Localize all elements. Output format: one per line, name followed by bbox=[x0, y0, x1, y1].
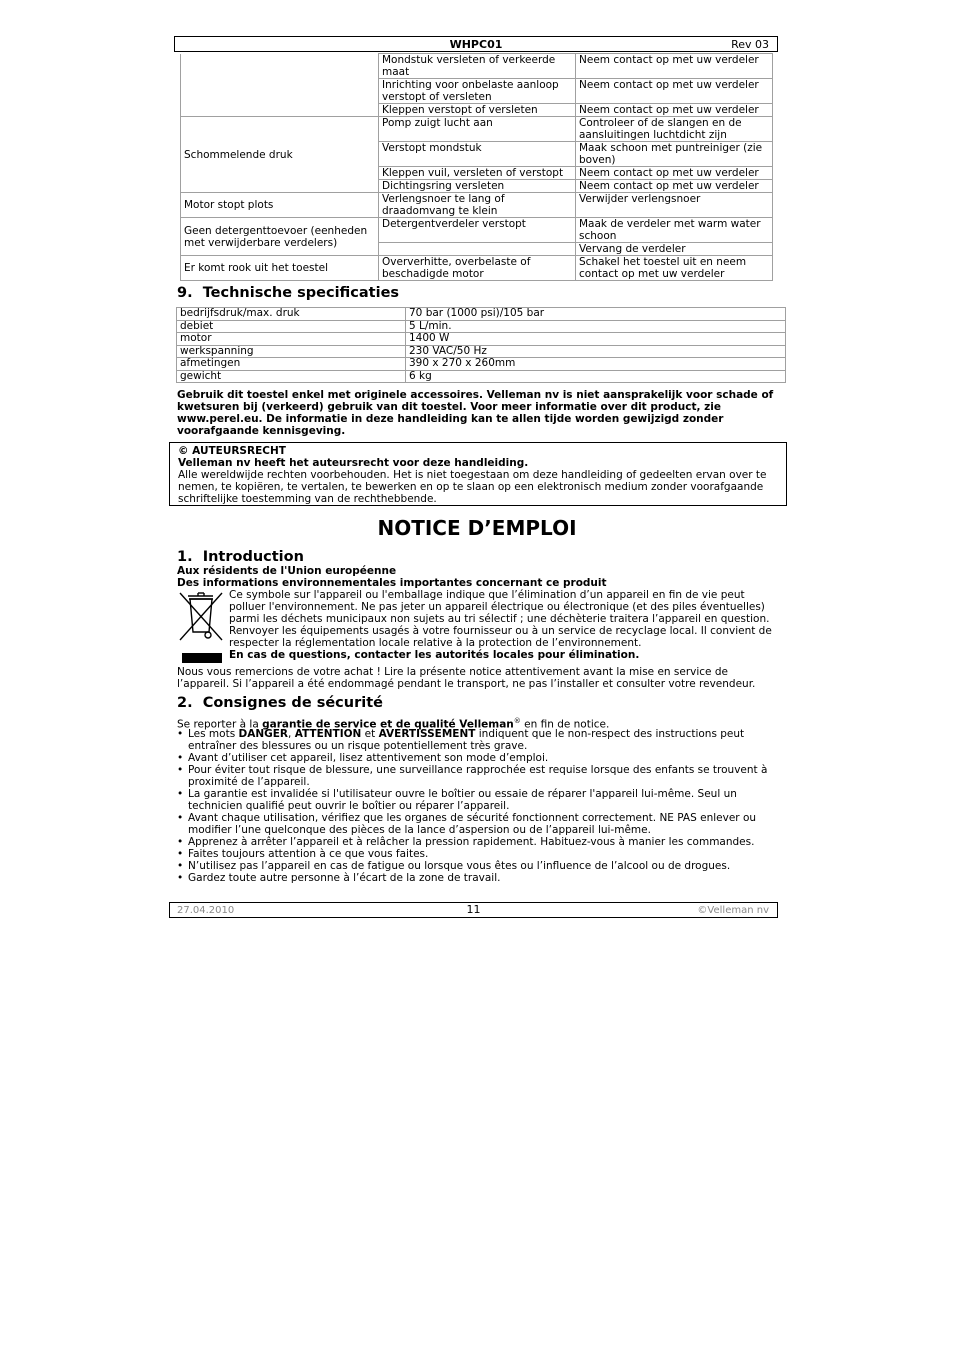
list-item: • Avant d’utiliser cet appareil, lisez attentivement son mode d’emploi. bbox=[177, 752, 777, 764]
list-item: • N’utilisez pas l’appareil en cas de fatigue ou lorsque vous êtes ou l’influence de l’alcool ou de drogues. bbox=[177, 860, 777, 872]
table-row bbox=[177, 320, 786, 333]
table-row bbox=[177, 333, 786, 346]
table-row bbox=[177, 345, 786, 358]
specs-table bbox=[176, 307, 786, 383]
list-item: • Faites toujours attention à ce que vous faites. bbox=[177, 848, 777, 860]
revision-label: Rev 03 bbox=[731, 38, 769, 51]
cause-cell: Pomp zuigt lucht aan bbox=[379, 117, 576, 142]
copyright-box bbox=[169, 442, 787, 506]
copyright-body: Alle wereldwijde rechten voorbehouden. Het is niet toegestaan om deze handleiding of gedeelten ervan over te nemen, te kopiëren, te vertalen, te bewerken en op te slaan op een elektronisch medium zonder voorafgaande schriftelijke toestemming van de rechthebbende. bbox=[178, 469, 767, 505]
cause-cell: Kleppen verstopt of versleten bbox=[379, 104, 576, 117]
problem-cell: Geen detergenttoevoer (eenheden met verwijderbare verdelers) bbox=[181, 218, 379, 256]
solution-cell: Verwijder verlengsnoer bbox=[576, 193, 773, 218]
cause-cell bbox=[379, 243, 576, 256]
problem-cell: Er komt rook uit het toestel bbox=[181, 256, 379, 281]
cause-cell: Oververhitte, overbelaste of beschadigde motor bbox=[379, 256, 576, 281]
bullet-sep: et bbox=[361, 728, 379, 740]
bullet-post: indiquent que le non-respect des instructions peut entraîner des blessures ou un risque potentiellement très grave. bbox=[188, 728, 745, 752]
weee-notice bbox=[229, 589, 777, 661]
list-item: • Apprenez à arrêter l’appareil et à relâcher la pression rapidement. Habituez-vous à manier les commandes. bbox=[177, 836, 777, 848]
spec-value: 6 kg bbox=[406, 370, 786, 383]
page-header bbox=[174, 36, 778, 52]
footer-copyright: ©Velleman nv bbox=[697, 905, 769, 916]
keyword-attention: ATTENTION bbox=[294, 728, 362, 740]
section-heading bbox=[177, 549, 304, 565]
solution-cell: Neem contact op met uw verdeler bbox=[576, 54, 773, 79]
list-item: • Avant chaque utilisation, vérifiez que les organes de sécurité fonctionnent correctement. NE PAS enlever ou modifier l’une quelconque des pièces de la lance d’aspersion ou de l’appareil lui-même. bbox=[177, 812, 777, 836]
bullet-sep: , bbox=[288, 728, 295, 740]
solution-cell: Neem contact op met uw verdeler bbox=[576, 104, 773, 117]
intro-eu-line: Aux résidents de l'Union européenne bbox=[177, 565, 397, 577]
table-row bbox=[177, 358, 786, 371]
registered-mark: ® bbox=[513, 717, 521, 725]
list-item bbox=[177, 728, 777, 752]
list-item: • Pour éviter tout risque de blessure, une surveillance rapprochée est requise lorsque des enfants se trouvent à proximité de l’appareil. bbox=[177, 764, 777, 788]
spec-key: gewicht bbox=[177, 370, 406, 383]
spec-value: 230 VAC/50 Hz bbox=[406, 345, 786, 358]
warranty-ref-post: en fin de notice. bbox=[520, 718, 610, 731]
document-title: NOTICE D’EMPLOI bbox=[377, 516, 577, 540]
warranty-ref-bold: garantie de service et de qualité Velleman bbox=[262, 718, 514, 731]
solution-cell: Neem contact op met uw verdeler bbox=[576, 167, 773, 180]
intro-env-line: Des informations environnementales importantes concernant ce produit bbox=[177, 577, 607, 589]
safety-heading: 2. Consignes de sécurité bbox=[177, 695, 383, 711]
problem-cell bbox=[181, 54, 379, 117]
spec-value: 1400 W bbox=[406, 333, 786, 346]
solution-cell: Controleer of de slangen en de aansluitingen luchtdicht zijn bbox=[576, 117, 773, 142]
table-row bbox=[181, 193, 773, 218]
solution-cell: Maak schoon met puntreiniger (zie boven) bbox=[576, 142, 773, 167]
thanks-paragraph: Nous vous remercions de votre achat ! Lire la présente notice attentivement avant la mise en service de l’appareil. Si l’appareil a été endommagé pendant le transport, ne pas l’installer et consulter votre revendeur. bbox=[177, 666, 756, 690]
section-heading bbox=[177, 695, 383, 711]
safety-list bbox=[177, 728, 777, 884]
page-number: 11 bbox=[466, 903, 481, 916]
cause-cell: Kleppen vuil, versleten of verstopt bbox=[379, 167, 576, 180]
cause-cell: Inrichting voor onbelaste aanloop verstopt of versleten bbox=[379, 79, 576, 104]
list-item: • Gardez toute autre personne à l’écart de la zone de travail. bbox=[177, 872, 777, 884]
keyword-danger: DANGER bbox=[238, 728, 289, 740]
intro-heading: 1. Introduction bbox=[177, 549, 304, 565]
list-item: • La garantie est invalidée si l'utilisateur ouvre le boîtier ou essaie de réparer l'appareil lui-même. Seul un technicien qualifié peut ouvrir le boîtier ou réparer l’appareil. bbox=[177, 788, 777, 812]
solution-cell: Schakel het toestel uit en neem contact op met uw verdeler bbox=[576, 256, 773, 281]
problem-cell: Schommelende druk bbox=[181, 117, 379, 193]
table-row bbox=[181, 54, 773, 79]
table-row bbox=[181, 117, 773, 142]
spec-key: bedrijfsdruk/max. druk bbox=[177, 308, 406, 321]
spec-value: 5 L/min. bbox=[406, 320, 786, 333]
troubleshooting-table bbox=[180, 53, 773, 281]
solution-cell: Neem contact op met uw verdeler bbox=[576, 79, 773, 104]
bullet-pre: Les mots bbox=[188, 728, 239, 740]
warranty-ref-pre: Se reporter à la bbox=[177, 718, 263, 731]
solution-cell: Vervang de verdeler bbox=[576, 243, 773, 256]
problem-cell: Motor stopt plots bbox=[181, 193, 379, 218]
cause-cell: Mondstuk versleten of verkeerde maat bbox=[379, 54, 576, 79]
copyright-subtitle: Velleman nv heeft het auteursrecht voor deze handleiding. bbox=[178, 457, 529, 469]
spec-value: 70 bar (1000 psi)/105 bar bbox=[406, 308, 786, 321]
cause-cell: Dichtingsring versleten bbox=[379, 180, 576, 193]
spec-value: 390 x 270 x 260mm bbox=[406, 358, 786, 371]
crossed-out-wheelie-bin-icon bbox=[177, 590, 225, 666]
section-heading bbox=[177, 285, 399, 301]
weee-text: Ce symbole sur l'appareil ou l'emballage indique que l’élimination d’un appareil en fin de vie peut polluer l'environnement. Ne pas jeter un appareil électrique ou électronique (et des piles éventuelles) parmi les déchets municipaux non sujets au tri sélectif ; une déchèterie traitera l’appareil en question. Renvoyer les équipements usagés à votre fournisseur ou à un service de recyclage local. Il convient de respecter la réglementation locale relative à la protection de l’environnement. bbox=[229, 589, 772, 649]
solution-cell: Maak de verdeler met warm water schoon bbox=[576, 218, 773, 243]
cause-cell: Detergentverdeler verstopt bbox=[379, 218, 576, 243]
footer-date: 27.04.2010 bbox=[177, 905, 235, 916]
spec-key: motor bbox=[177, 333, 406, 346]
cause-cell: Verstopt mondstuk bbox=[379, 142, 576, 167]
spec-key: werkspanning bbox=[177, 345, 406, 358]
disclaimer-text: Gebruik dit toestel enkel met originele accessoires. Velleman nv is niet aansprakelijk voor schade of kwetsuren bij (verkeerd) gebruik van dit toestel. Voor meer informatie over dit product, zie www.perel.eu. De informatie in deze handleiding kan te allen tijde worden gewijzigd zonder voorafgaande kennisgeving. bbox=[177, 389, 774, 437]
weee-icon-box bbox=[177, 590, 225, 666]
page-footer bbox=[169, 902, 778, 918]
specs-heading: 9. Technische specificaties bbox=[177, 285, 400, 301]
solution-cell: Neem contact op met uw verdeler bbox=[576, 180, 773, 193]
table-row bbox=[181, 218, 773, 243]
cause-cell: Verlengsnoer te lang of draadomvang te klein bbox=[379, 193, 576, 218]
table-row bbox=[181, 256, 773, 281]
copyright-title: © AUTEURSRECHT bbox=[178, 445, 286, 457]
spec-key: debiet bbox=[177, 320, 406, 333]
table-row bbox=[177, 370, 786, 383]
table-row bbox=[177, 308, 786, 321]
weee-contact-text: En cas de questions, contacter les autorités locales pour élimination. bbox=[229, 649, 640, 661]
keyword-avertissement: AVERTISSEMENT bbox=[378, 728, 476, 740]
spec-key: afmetingen bbox=[177, 358, 406, 371]
model-number: WHPC01 bbox=[449, 38, 503, 51]
